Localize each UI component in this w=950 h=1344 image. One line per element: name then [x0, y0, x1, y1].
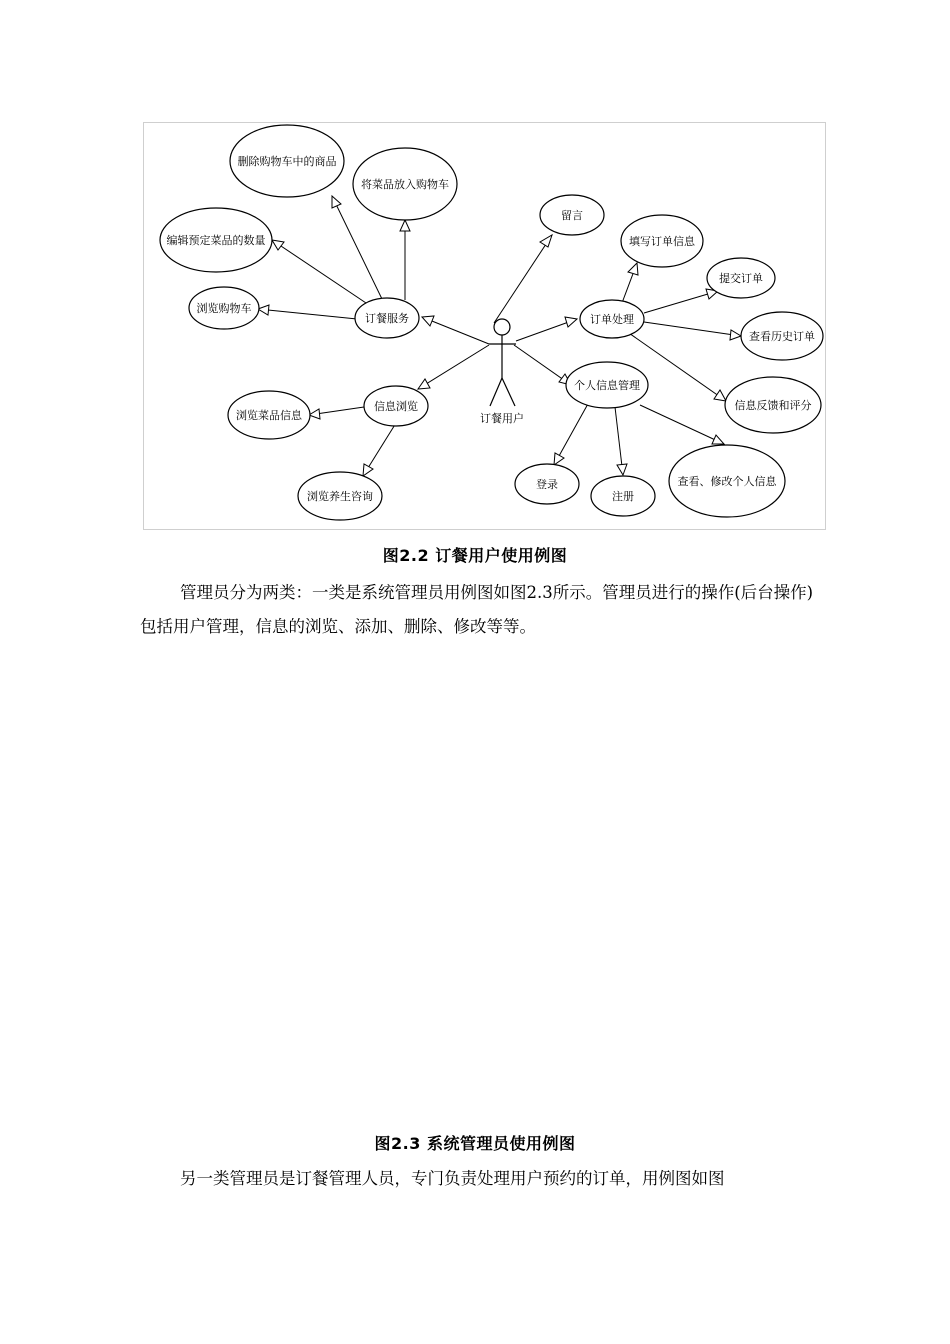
svg-text:个人信息管理: 个人信息管理 [574, 379, 640, 392]
use-case-fill-order [621, 215, 703, 267]
use-case-info-browse [364, 386, 428, 426]
use-case-personal-info [566, 362, 648, 408]
paragraph-admin-types: 管理员分为两类：一类是系统管理员用例图如图2.3所示。管理员进行的操作(后台操作)包括用户管理，信息的浏览、添加、删除、修改等等。 [140, 583, 814, 636]
use-case-browse-dishes [228, 391, 310, 439]
use-case-feedback [725, 377, 821, 433]
svg-text:提交订单: 提交订单 [719, 272, 763, 285]
use-case-delete-cart-item [230, 125, 344, 197]
use-case-view-history [741, 312, 823, 360]
svg-text:查看历史订单: 查看历史订单 [749, 330, 815, 343]
svg-text:登录: 登录 [536, 478, 558, 491]
svg-text:信息反馈和评分: 信息反馈和评分 [734, 399, 812, 412]
svg-text:浏览购物车: 浏览购物车 [196, 302, 252, 315]
svg-text:订餐服务: 订餐服务 [365, 312, 409, 325]
use-case-message [540, 195, 604, 235]
svg-text:编辑预定菜品的数量: 编辑预定菜品的数量 [166, 234, 266, 247]
paragraph-order-admin: 另一类管理员是订餐管理人员，专门负责处理用户预约的订单，用例图如图 [180, 1169, 725, 1188]
use-case-add-to-cart [353, 148, 457, 220]
svg-text:信息浏览: 信息浏览 [374, 400, 418, 413]
figure-caption-2-2: 图2.2 订餐用户使用例图 [382, 546, 568, 565]
svg-text:将菜品放入购物车: 将菜品放入购物车 [361, 178, 449, 191]
svg-text:删除购物车中的商品: 删除购物车中的商品 [237, 155, 337, 168]
use-case-diagram [143, 122, 826, 530]
svg-text:填写订单信息: 填写订单信息 [629, 235, 695, 248]
use-case-browse-cart [189, 287, 259, 329]
figure-caption-2-3: 图2.3 系统管理员使用例图 [374, 1134, 576, 1153]
use-case-order-processing [580, 300, 644, 338]
svg-text:浏览菜品信息: 浏览菜品信息 [236, 409, 302, 422]
use-case-edit-quantity [160, 208, 272, 272]
actor-label: 订餐用户 [480, 412, 524, 425]
svg-text:查看、修改个人信息: 查看、修改个人信息 [677, 475, 777, 488]
use-case-submit-order [707, 258, 775, 298]
svg-text:注册: 注册 [612, 490, 634, 503]
svg-text:浏览养生咨询: 浏览养生咨询 [307, 490, 373, 503]
svg-text:留言: 留言 [561, 209, 583, 222]
svg-text:订单处理: 订单处理 [590, 313, 634, 326]
use-case-login [515, 464, 579, 504]
use-case-order-service [355, 298, 419, 338]
use-case-edit-personal [669, 445, 785, 517]
use-case-browse-health [298, 472, 382, 520]
actor-stick-figure-icon [489, 319, 516, 406]
use-case-register [591, 476, 655, 516]
